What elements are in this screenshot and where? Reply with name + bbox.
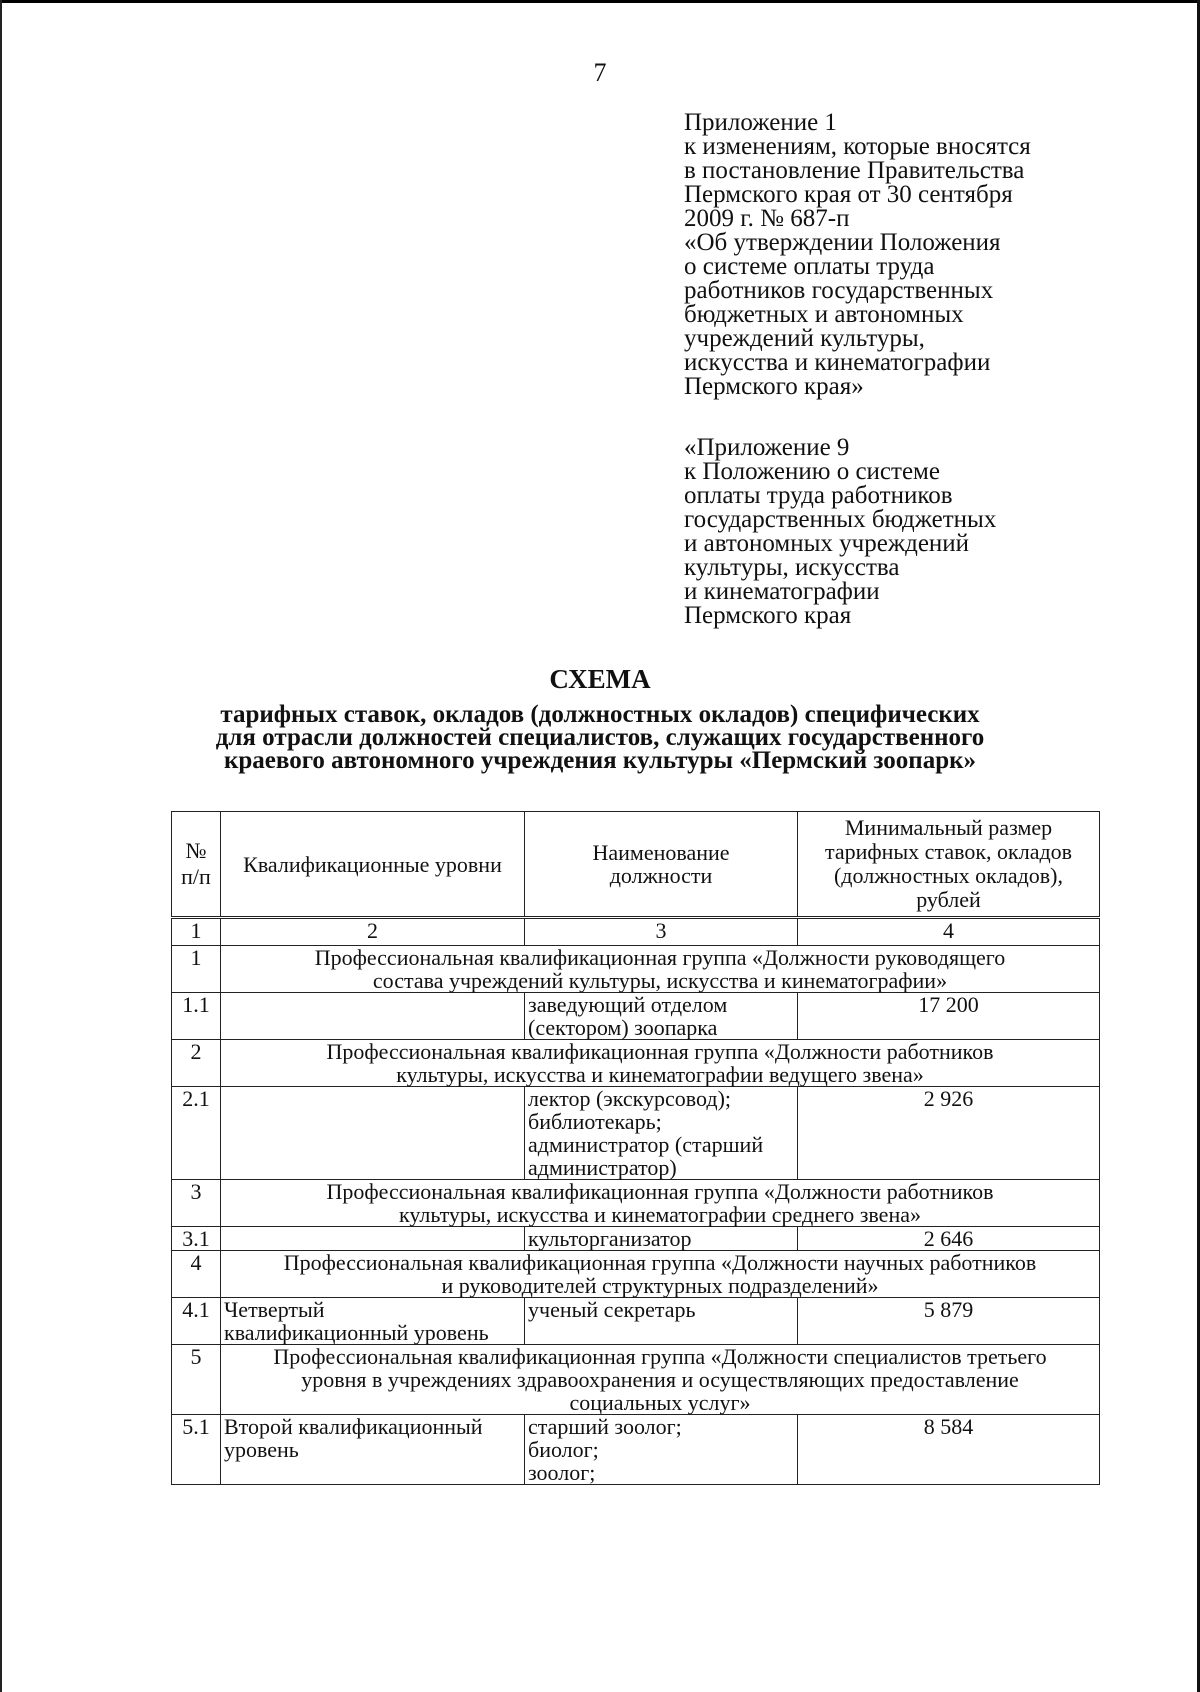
- subtitle-line: тарифных ставок, окладов (должностных окладов) специфических: [220, 701, 980, 728]
- appendix-1-line: учреждений культуры,: [684, 325, 925, 352]
- column-number: 1: [172, 918, 221, 946]
- position-name-line: культорганизатор: [528, 1226, 692, 1251]
- header-num-line: п/п: [181, 864, 211, 889]
- appendix-1-line: «Об утверждении Положения: [684, 229, 1001, 256]
- appendix-9-line: оплаты труда работников: [684, 482, 953, 509]
- appendix-9-line: государственных бюджетных: [684, 506, 997, 533]
- header-salary-line: тарифных ставок, окладов: [824, 839, 1073, 864]
- qualification-level-line: Четвертый: [224, 1297, 325, 1322]
- qualification-level-line: уровень: [224, 1437, 299, 1462]
- header-salary-line: рублей: [916, 887, 981, 912]
- appendix-9-line: Пермского края: [684, 602, 852, 629]
- min-salary: 2 646: [798, 1227, 1100, 1251]
- page-number: 7: [593, 58, 607, 87]
- row-number: 1: [172, 946, 221, 993]
- min-salary: 8 584: [798, 1415, 1100, 1485]
- position-name: [525, 1087, 798, 1180]
- position-name: [525, 1415, 798, 1485]
- group-title-line: и руководителей структурных подразделений»: [441, 1273, 879, 1298]
- row-number: 2.1: [172, 1087, 221, 1180]
- subtitle-line: краевого автономного учреждения культуры «Пермский зоопарк»: [223, 747, 977, 774]
- appendix-1-line: Пермского края»: [684, 373, 864, 400]
- row-number: 3.1: [172, 1227, 221, 1251]
- group-title-line: культуры, искусства и кинематографии среднего звена»: [399, 1202, 921, 1227]
- qualification-level-line: Второй квалификационный: [224, 1414, 483, 1439]
- qualification-level: [221, 1298, 525, 1345]
- group-title: [221, 1180, 1100, 1227]
- group-title-line: Профессиональная квалификационная группа «Должности специалистов третьего: [273, 1344, 1047, 1369]
- row-number: 1.1: [172, 993, 221, 1040]
- scan-edge-left: [0, 0, 2, 1692]
- position-name-line: библиотекарь;: [528, 1109, 662, 1134]
- header-position-line: должности: [609, 863, 713, 888]
- appendix-9-line: и автономных учреждений: [684, 530, 970, 557]
- row-number: 3: [172, 1180, 221, 1227]
- header-num-line: №: [185, 838, 207, 863]
- row-number: 2: [172, 1040, 221, 1087]
- position-name-line: старший зоолог;: [528, 1414, 682, 1439]
- group-title-line: уровня в учреждениях здравоохранения и осуществляющих предоставление: [301, 1367, 1019, 1392]
- header-salary-line: Минимальный размер: [844, 815, 1053, 840]
- row-number: 5: [172, 1345, 221, 1415]
- appendix-1-line: работников государственных: [684, 277, 994, 304]
- group-row: [172, 1040, 1100, 1087]
- position-name-line: зоолог;: [528, 1460, 596, 1485]
- column-number: 4: [798, 918, 1100, 946]
- subtitle-line: для отрасли должностей специалистов, служащих государственного: [215, 724, 985, 751]
- position-name: [525, 993, 798, 1040]
- appendix-1-line: Пермского края от 30 сентября: [684, 181, 1013, 208]
- group-title-line: Профессиональная квалификационная группа «Должности работников: [326, 1179, 994, 1204]
- appendix-1-line: бюджетных и автономных: [684, 301, 964, 328]
- group-title-line: культуры, искусства и кинематографии ведущего звена»: [396, 1062, 924, 1087]
- group-title-line: состава учреждений культуры, искусства и кинематографии»: [372, 968, 948, 993]
- group-row: [172, 1180, 1100, 1227]
- position-name: [525, 1298, 798, 1345]
- position-name-line: администратор (старший: [528, 1132, 764, 1157]
- group-title: [221, 1345, 1100, 1415]
- appendix-1-block: [684, 111, 1184, 399]
- group-title: [221, 1251, 1100, 1298]
- group-title: [221, 1040, 1100, 1087]
- header-salary-line: (должностных окладов),: [833, 863, 1063, 888]
- table-row: [172, 993, 1100, 1040]
- position-name-line: ученый секретарь: [528, 1297, 696, 1322]
- position-name-line: биолог;: [528, 1437, 599, 1462]
- qualification-level: [221, 993, 525, 1040]
- appendix-1-line: к изменениям, которые вносятся: [684, 133, 1031, 160]
- min-salary: 17 200: [798, 993, 1100, 1040]
- appendix-1-line: о системе оплаты труда: [684, 253, 935, 280]
- position-name-line: (сектором) зоопарка: [528, 1015, 718, 1040]
- qualification-level: [221, 1087, 525, 1180]
- header-num: [172, 812, 221, 918]
- row-number: 4: [172, 1251, 221, 1298]
- position-name-line: лектор (экскурсовод);: [528, 1086, 732, 1111]
- table-body: [172, 946, 1100, 1485]
- group-title-line: Профессиональная квалификационная группа «Должности работников: [326, 1039, 994, 1064]
- group-row: [172, 1251, 1100, 1298]
- min-salary: 2 926: [798, 1087, 1100, 1180]
- row-number: 5.1: [172, 1415, 221, 1485]
- column-number: 3: [525, 918, 798, 946]
- appendix-9-block: [684, 436, 1184, 628]
- group-title: [221, 946, 1100, 993]
- appendix-9-line: культуры, искусства: [684, 554, 900, 581]
- table-row: [172, 1087, 1100, 1180]
- qualification-level: [221, 1415, 525, 1485]
- document-title: СХЕМА: [549, 664, 651, 694]
- header-level: Квалификационные уровни: [221, 812, 525, 918]
- appendix-9-line: «Приложение 9: [684, 434, 850, 461]
- appendix-1-line: искусства и кинематографии: [684, 349, 991, 376]
- column-number: 2: [221, 918, 525, 946]
- row-number: 4.1: [172, 1298, 221, 1345]
- appendix-1-line: 2009 г. № 687-п: [684, 205, 850, 232]
- header-salary: [798, 812, 1100, 918]
- group-title-line: Профессиональная квалификационная группа «Должности руководящего: [314, 945, 1006, 970]
- table-header-row: [172, 812, 1100, 918]
- group-row: [172, 946, 1100, 993]
- appendix-9-line: и кинематографии: [684, 578, 880, 605]
- appendix-9-line: к Положению о системе: [684, 458, 940, 485]
- group-row: [172, 1345, 1100, 1415]
- qualification-level-line: квалификационный уровень: [224, 1320, 489, 1345]
- table-row: [172, 1415, 1100, 1485]
- table-row: [172, 1227, 1100, 1251]
- position-name-line: заведующий отделом: [528, 992, 728, 1017]
- document-subtitle: [0, 703, 1200, 772]
- appendix-1-line: в постановление Правительства: [684, 157, 1025, 184]
- position-name-line: администратор): [528, 1155, 677, 1180]
- table-row: [172, 1298, 1100, 1345]
- min-salary: 5 879: [798, 1298, 1100, 1345]
- header-position: [525, 812, 798, 918]
- column-numbers-row: [172, 918, 1100, 946]
- position-name: [525, 1227, 798, 1251]
- header-position-line: Наименование: [592, 840, 730, 865]
- qualification-level: [221, 1227, 525, 1251]
- scan-edge-top: [0, 0, 1200, 3]
- group-title-line: Профессиональная квалификационная группа «Должности научных работников: [283, 1250, 1037, 1275]
- group-title-line: социальных услуг»: [569, 1390, 751, 1415]
- salary-schema-table: [171, 811, 1100, 1485]
- appendix-1-line: Приложение 1: [684, 109, 837, 136]
